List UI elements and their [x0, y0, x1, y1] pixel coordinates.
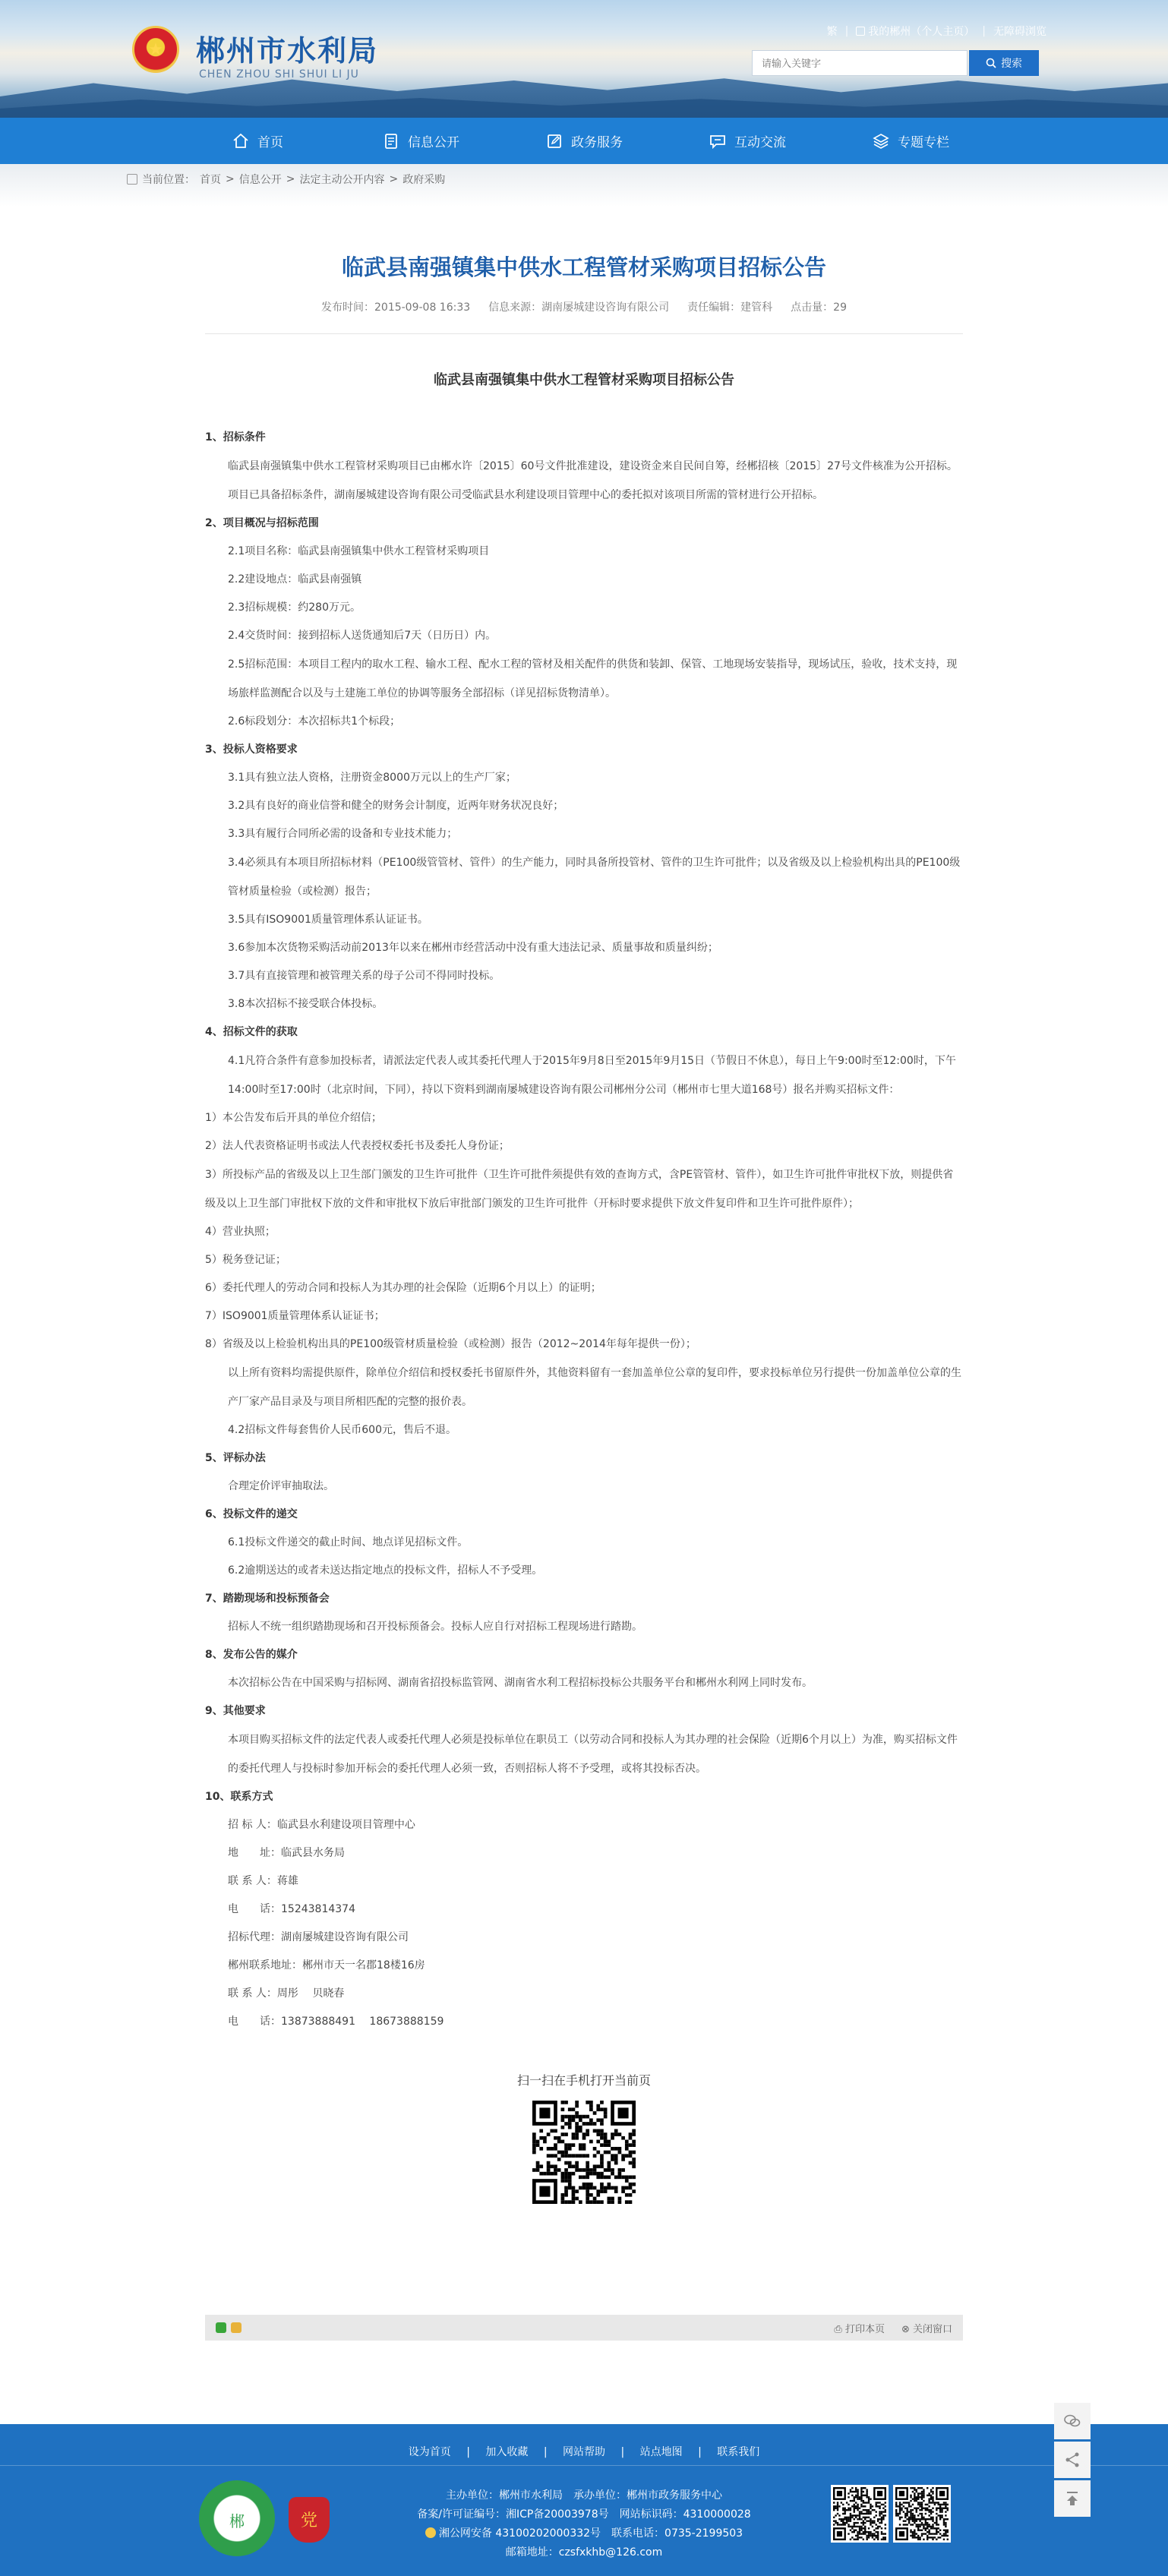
weibo-share-icon[interactable]: [231, 2322, 241, 2333]
paragraph: 3.6参加本次货物采购活动前2013年以来在郴州市经营活动中没有重大违法记录、质量事故和质量纠纷；: [228, 942, 718, 954]
paragraph: 7）ISO9001质量管理体系认证证书；: [205, 1310, 385, 1322]
accessibility-link[interactable]: 无障碍浏览: [993, 26, 1046, 38]
government-site-badge[interactable]: 郴: [199, 2480, 275, 2556]
article-meta: [205, 299, 963, 314]
site-title[interactable]: 郴州市水利局: [196, 33, 379, 68]
search-icon: [986, 58, 996, 68]
section-heading: 9、其他要求: [205, 1705, 266, 1717]
section-heading: 8、发布公告的媒介: [205, 1649, 298, 1661]
back-to-top-icon: [1062, 2489, 1082, 2508]
paragraph: 3.2具有良好的商业信誉和健全的财务会计制度，近两年财务状况良好；: [228, 800, 564, 812]
nav-info-disclosure[interactable]: 信息公开: [339, 118, 503, 164]
top-links: [827, 24, 1046, 39]
footer-link-favorite[interactable]: 加入收藏: [485, 2446, 529, 2458]
paragraph: 3.7具有直接管理和被管理关系的母子公司不得同时投标。: [228, 970, 500, 982]
paragraph: 2.5招标范围：本项目工程内的取水工程、输水工程、配水工程的管材及相关配件的供货和装卸、保管、工地现场安装指导，现场试压，验收，技术支持，现场旅样监测配合以及与土建施工单位的协调等服务全部招标（详见招标货物清单）。: [228, 658, 958, 699]
paragraph: 联 系 人：蒋雄: [228, 1875, 298, 1887]
editor: 责任编辑：建管科: [687, 301, 773, 314]
float-wechat-button[interactable]: [1054, 2403, 1091, 2439]
breadcrumb-info-disclosure[interactable]: 信息公开: [238, 174, 282, 186]
float-back-to-top-button[interactable]: [1054, 2480, 1091, 2517]
paragraph: 郴州联系地址：郴州市天一名郡18楼16房: [228, 1959, 425, 1971]
paragraph: 2.3招标规模：约280万元。: [228, 601, 361, 614]
home-icon: [232, 132, 250, 150]
paragraph: 合理定价评审抽取法。: [228, 1480, 334, 1492]
my-homepage-link[interactable]: 我的郴州（个人主页）: [856, 24, 974, 39]
close-window-button[interactable]: ⊗ 关闭窗口: [901, 2323, 952, 2335]
location-icon: [127, 174, 137, 185]
section-heading: 6、投标文件的递交: [205, 1508, 298, 1520]
footer-info: 主办单位：郴州市水利局 承办单位：郴州市政务服务中心 备案/许可证编号：湘ICP备20003978号 网站标识码：4310000028 湘公网安备 43100202000332号 联系电话：0735-2199503 邮箱地址：czsfxkhb@126.com: [417, 2489, 751, 2559]
click-count: 点击量：29: [791, 301, 847, 314]
paragraph: 6.1投标文件递交的截止时间、地点详见招标文件。: [228, 1536, 469, 1548]
section-heading: 7、踏勘现场和投标预备会: [205, 1593, 330, 1605]
divider: [205, 333, 963, 334]
share-icon: [1062, 2450, 1082, 2470]
footer-links: 设为首页 | 加入收藏 | 网站帮助 | 站点地图 | 联系我们: [408, 2446, 760, 2458]
paragraph: 6）委托代理人的劳动合同和投标人为其办理的社会保险（近期6个月以上）的证明；: [205, 1282, 601, 1294]
paragraph: 4.2招标文件每套售价人民币600元，售后不退。: [228, 1424, 456, 1436]
wechat-icon: [1062, 2411, 1082, 2431]
edit-icon: [545, 132, 563, 150]
separator: |: [982, 25, 986, 37]
paragraph: 招标代理：湖南屡城建设咨询有限公司: [228, 1931, 409, 1943]
float-share-button[interactable]: [1054, 2442, 1091, 2478]
paragraph: 2.2建设地点：临武县南强镇: [228, 573, 362, 586]
separator: |: [844, 25, 849, 37]
breadcrumb-procurement[interactable]: 政府采购: [402, 174, 446, 186]
site-header: [0, 0, 1168, 118]
paragraph: 招 标 人：临武县水利建设项目管理中心: [228, 1819, 415, 1831]
layers-icon: [872, 132, 890, 150]
police-badge-icon: [425, 2527, 436, 2538]
national-emblem-logo: ★: [132, 26, 179, 73]
paragraph: 4.1凡符合条件有意参加投标者，请派法定代表人或其委托代理人于2015年9月8日至2015年9月15日（节假日不休息），每日上午9:00时至12:00时，下午14:00时至17:00时（北京时间，下同），持以下资料到湖南屡城建设咨询有限公司郴州分公司（郴州市七里大道168号）报名并购买招标文件：: [228, 1055, 956, 1096]
qr-area: [205, 2071, 963, 2207]
section-heading: 4、招标文件的获取: [205, 1026, 298, 1038]
paragraph: 8）省级及以上检验机构出具的PE100级管材质量检验（或检测）报告（2012~2014年每年提供一份）；: [205, 1338, 696, 1350]
footer-link-contact[interactable]: 联系我们: [717, 2446, 760, 2458]
paragraph: 2.6标段划分：本次招标共1个标段；: [228, 715, 401, 728]
qr-label: 扫一扫在手机打开当前页: [516, 2073, 651, 2088]
paragraph: 电 话：15243814374: [228, 1903, 355, 1915]
document-title: 临武县南强镇集中供水工程管材采购项目招标公告: [434, 372, 734, 388]
wechat-qr-code: [831, 2485, 889, 2543]
document-icon: [382, 132, 400, 150]
print-button[interactable]: ⎙ 打印本页: [834, 2323, 885, 2335]
site-footer: [0, 2424, 1168, 2576]
paragraph: 电 话：13873888491 18673888159: [228, 2016, 444, 2028]
breadcrumb: 当前位置： 首页 > 信息公开 > 法定主动公开内容 > 政府采购: [127, 172, 445, 187]
nav-home[interactable]: 首页: [176, 118, 339, 164]
paragraph: 3.3具有履行合同所必需的设备和专业技术能力；: [228, 828, 458, 840]
breadcrumb-statutory-content[interactable]: 法定主动公开内容: [299, 174, 385, 186]
paragraph: 3.5具有ISO9001质量管理体系认证证书。: [228, 914, 428, 926]
section-heading: 1、招标条件: [205, 431, 266, 444]
paragraph: 联 系 人：周彤 贝晓春: [228, 1987, 345, 2000]
party-government-badge[interactable]: 党: [289, 2497, 330, 2543]
nav-government-services[interactable]: 政务服务: [503, 118, 666, 164]
publish-time: 发布时间：2015-09-08 16:33: [321, 301, 471, 314]
search-button[interactable]: 搜索: [969, 50, 1039, 76]
wechat-share-icon[interactable]: [216, 2322, 226, 2333]
paragraph: 1）本公告发布后开具的单位介绍信；: [205, 1112, 382, 1124]
paragraph: 2.4交货时间：接到招标人送货通知后7天（日历日）内。: [228, 630, 497, 642]
paragraph: 地 址：临武县水务局: [228, 1847, 345, 1859]
paragraph: 3.8本次招标不接受联合体投标。: [228, 998, 384, 1010]
footer-link-sitemap[interactable]: 站点地图: [639, 2446, 683, 2458]
page-qr-code: [532, 2101, 636, 2204]
search-input[interactable]: [752, 50, 968, 76]
paragraph: 2）法人代表资格证明书或法人代表授权委托书及委托人身份证；: [205, 1140, 510, 1152]
device-icon: [856, 27, 865, 36]
nav-special-topics[interactable]: 专题专栏: [829, 118, 993, 164]
paragraph: 3）所投标产品的省级及以上卫生部门颁发的卫生许可批件（卫生许可批件须提供有效的查询方式，含PE管管材、管件），如卫生许可批件审批权下放，则提供省级及以上卫生部门审批权下放的文件和审批权下放后审批部门颁发的卫生许可批件（开标时要求提供下放文件复印件和卫生许可批件原件）；: [205, 1169, 954, 1210]
breadcrumb-home[interactable]: 首页: [200, 174, 221, 186]
traditional-chinese-link[interactable]: 繁: [826, 26, 838, 38]
app-qr-code: [893, 2485, 951, 2543]
paragraph: 临武县南强镇集中供水工程管材采购项目已由郴水许〔2015〕60号文件批准建设，建设资金来自民间自筹，经郴招核〔2015〕27号文件核准为公开招标。项目已具备招标条件，湖南屡城建设咨询有限公司受临武县水利建设项目管理中心的委托拟对该项目所需的管材进行公开招标。: [228, 460, 958, 501]
section-heading: 5、评标办法: [205, 1452, 266, 1464]
section-heading: 2、项目概况与招标范围: [205, 517, 319, 529]
paragraph: 本项目购买招标文件的法定代表人或委托代理人必须是投标单位在职员工（以劳动合同和投标人为其办理的社会保险（近期6个月以上）为准，购买招标文件的委托代理人与投标时参加开标会的委托代理人必须一致，否则招标人将不予受理，或将其投标否决。: [228, 1734, 958, 1775]
paragraph: 6.2逾期送达的或者未送达指定地点的投标文件，招标人不予受理。: [228, 1564, 543, 1577]
paragraph: 5）税务登记证；: [205, 1254, 286, 1266]
paragraph: 3.4必须具有本项目所招标材料（PE100级管管材、管件）的生产能力，同时具备所投管材、管件的卫生许可批件；以及省级及以上检验机构出具的PE100级管材质量检验（或检测）报告；: [228, 857, 961, 898]
site-subtitle: CHEN ZHOU SHI SHUI LI JU: [199, 68, 359, 80]
section-heading: 3、投标人资格要求: [205, 743, 298, 756]
article-container: [205, 207, 963, 2207]
article-title: 临武县南强镇集中供水工程管材采购项目招标公告: [341, 254, 826, 280]
footer-link-set-home[interactable]: 设为首页: [408, 2446, 451, 2458]
article-body: [205, 424, 963, 2036]
main-nav: [0, 118, 1168, 164]
paragraph: 2.1项目名称：临武县南强镇集中供水工程管材采购项目: [228, 545, 490, 557]
chat-icon: [709, 132, 727, 150]
info-source: 信息来源：湖南屡城建设咨询有限公司: [488, 301, 670, 314]
paragraph: 4）营业执照；: [205, 1226, 276, 1238]
paragraph: 3.1具有独立法人资格，注册资金8000万元以上的生产厂家；: [228, 772, 516, 784]
paragraph: 招标人不统一组织踏勘现场和召开投标预备会。投标人应自行对招标工程现场进行踏勘。: [228, 1621, 642, 1633]
footer-divider: [0, 2465, 1168, 2466]
floating-toolbar: [1054, 2403, 1091, 2517]
paragraph: 本次招标公告在中国采购与招标网、湖南省招投标监管网、湖南省水利工程招标投标公共服务平台和郴州水利网上同时发布。: [228, 1677, 813, 1689]
share-bar: [205, 2315, 963, 2341]
section-heading: 10、联系方式: [205, 1791, 273, 1803]
nav-interaction[interactable]: 互动交流: [666, 118, 829, 164]
footer-link-help[interactable]: 网站帮助: [563, 2446, 605, 2458]
paragraph: 以上所有资料均需提供原件，除单位介绍信和授权委托书留原件外，其他资料留有一套加盖单位公章的复印件，要求投标单位另行提供一份加盖单位公章的生产厂家产品目录及与项目所相匹配的完整的报价表。: [228, 1367, 961, 1408]
